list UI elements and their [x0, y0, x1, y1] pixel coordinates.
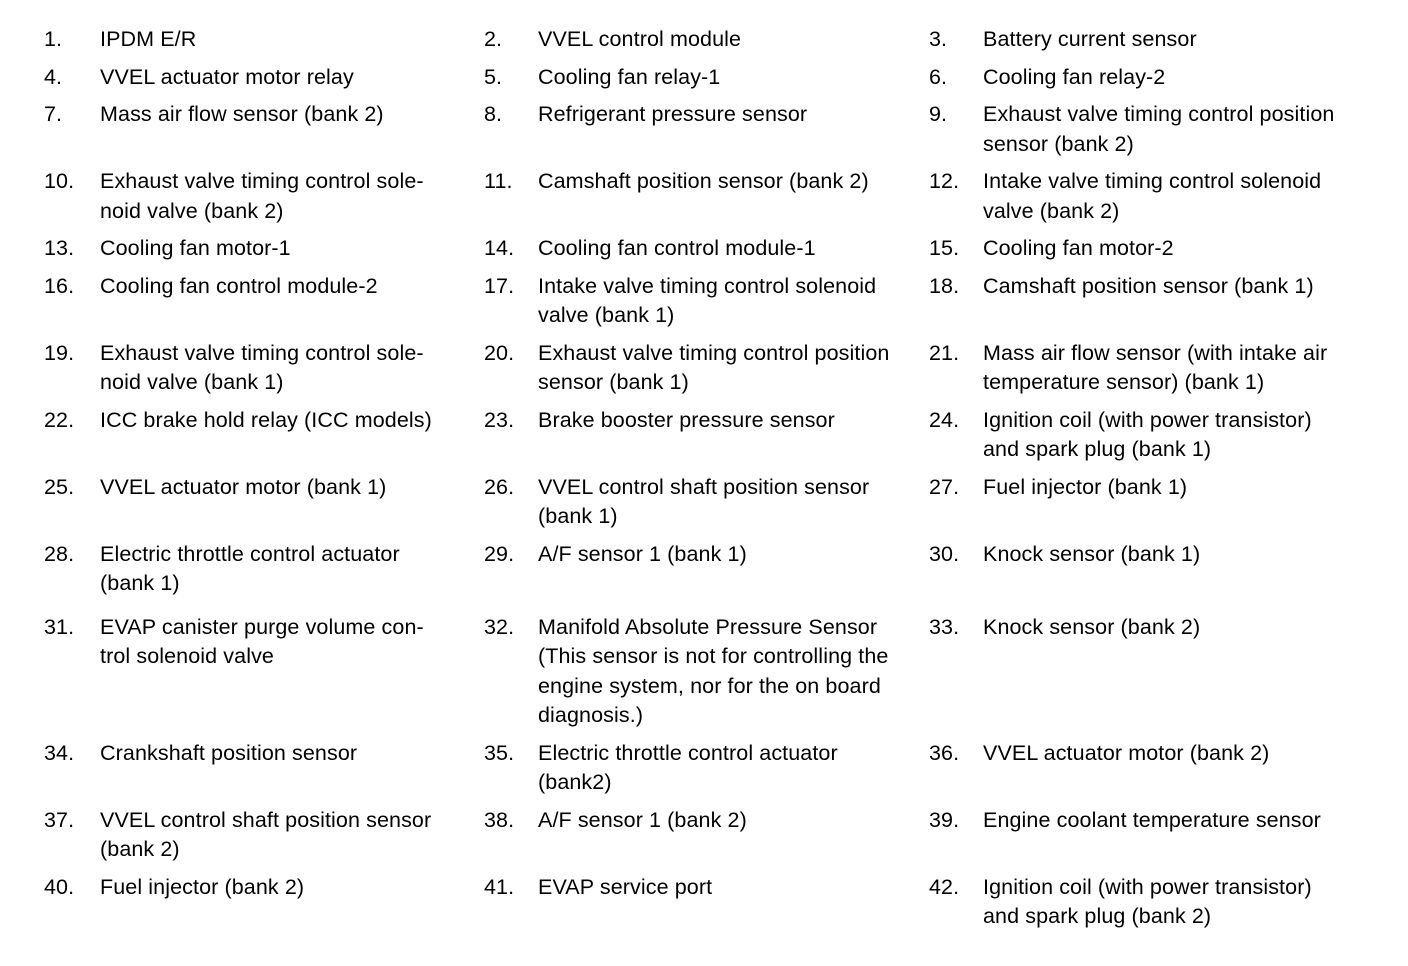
legend-item-label: Cooling fan control module-2 [100, 273, 378, 298]
legend-item-label: IPDM E/R [100, 27, 197, 51]
legend-row [44, 339, 1384, 398]
legend-item [44, 873, 484, 903]
legend-item-number: 28. [44, 541, 75, 566]
legend-row [44, 272, 1384, 331]
legend-item [929, 540, 1384, 570]
legend-item-label: Fuel injector (bank 1) [983, 474, 1188, 499]
legend-item [44, 167, 484, 226]
legend-item [929, 234, 1384, 264]
legend-item [44, 613, 484, 672]
legend-item-number: 4. [44, 64, 63, 89]
legend-item-number: 42. [929, 874, 960, 899]
legend-item [44, 100, 484, 130]
legend-item-number: 24. [929, 407, 960, 432]
legend-row [44, 873, 1384, 932]
legend-item [44, 739, 484, 769]
legend-item-number: 23. [484, 407, 515, 432]
legend-row [44, 100, 1384, 159]
legend-item-label: Cooling fan relay-1 [538, 64, 721, 89]
legend-item-number: 7. [44, 102, 63, 126]
legend-item-label: VVEL control module [538, 27, 742, 51]
legend-item-label: Knock sensor (bank 2) [983, 614, 1201, 639]
legend-item-number: 3. [929, 27, 948, 51]
legend-item-number: 39. [929, 807, 960, 832]
legend-item-label: Cooling fan control module-1 [538, 236, 816, 260]
legend-item-number: 2. [484, 27, 503, 51]
legend-item [929, 339, 1384, 398]
legend-item-number: 38. [484, 807, 515, 832]
legend-item-label: Intake valve timing control solenoid valve (bank 2) [983, 169, 1322, 223]
legend-item-label: Electric throttle control actuator (bank2) [538, 740, 838, 794]
legend-item-label: A/F sensor 1 (bank 2) [538, 807, 747, 832]
legend-item-number: 34. [44, 740, 75, 765]
legend-item-label: VVEL control shaft position sensor (bank 2) [100, 807, 432, 861]
legend-item-number: 15. [929, 236, 960, 260]
legend-item-label: EVAP canister purge volume con- trol solenoid valve [100, 614, 424, 668]
legend-item-label: ICC brake hold relay (ICC models) [100, 407, 432, 432]
legend-row [44, 806, 1384, 865]
legend-item [44, 806, 484, 865]
legend-item [929, 473, 1384, 503]
legend-item [929, 739, 1384, 769]
legend-row [44, 473, 1384, 532]
legend-item [484, 100, 929, 130]
legend-item-label: Exhaust valve timing control position sensor (bank 1) [538, 340, 890, 394]
legend-item [44, 234, 484, 264]
legend-item-label: VVEL actuator motor (bank 2) [983, 740, 1270, 765]
legend-item-label: Knock sensor (bank 1) [983, 541, 1201, 566]
legend-item-label: Fuel injector (bank 2) [100, 874, 305, 899]
legend-item-number: 33. [929, 614, 960, 639]
legend-item [44, 540, 484, 599]
legend-item-label: VVEL actuator motor (bank 1) [100, 474, 387, 499]
legend-item [484, 540, 929, 570]
legend-item-number: 6. [929, 64, 948, 89]
legend-item-number: 13. [44, 236, 75, 260]
legend-item-label: VVEL actuator motor relay [100, 64, 354, 89]
legend-item [484, 272, 929, 331]
legend-item-number: 37. [44, 807, 75, 832]
legend-item-number: 31. [44, 614, 75, 639]
legend-item-number: 26. [484, 474, 515, 499]
legend-item-label: Manifold Absolute Pressure Sensor (This sensor is not for controlling the engine system, nor for the on board diagnosis.) [538, 614, 889, 727]
legend-item [484, 25, 929, 55]
legend-item-number: 40. [44, 874, 75, 899]
legend-item-label: Cooling fan motor-2 [983, 236, 1174, 260]
legend-item-label: Mass air flow sensor (with intake air temperature sensor) (bank 1) [983, 340, 1328, 394]
legend-item-label: EVAP service port [538, 874, 713, 899]
legend-item-label: Intake valve timing control solenoid valve (bank 1) [538, 273, 877, 327]
legend-row [44, 406, 1384, 465]
legend-item [44, 63, 484, 93]
legend-item [929, 25, 1384, 55]
legend-item [484, 473, 929, 532]
legend-item [929, 806, 1384, 836]
legend-item [929, 100, 1384, 159]
legend-item-label: A/F sensor 1 (bank 1) [538, 541, 747, 566]
legend-item-label: Mass air flow sensor (bank 2) [100, 102, 384, 126]
legend-item-number: 32. [484, 614, 515, 639]
legend-item [44, 339, 484, 398]
legend-item [484, 63, 929, 93]
legend-item-label: Electric throttle control actuator (bank 1) [100, 541, 400, 595]
legend-item-number: 19. [44, 340, 75, 365]
legend-item-number: 41. [484, 874, 515, 899]
legend-item [44, 25, 484, 55]
legend-item-number: 17. [484, 273, 515, 298]
legend-item [484, 406, 929, 436]
legend-item-label: Brake booster pressure sensor [538, 407, 835, 432]
legend-item-number: 9. [929, 102, 948, 126]
legend-item-label: Battery current sensor [983, 27, 1197, 51]
legend-item-number: 20. [484, 340, 515, 365]
legend-item-number: 25. [44, 474, 75, 499]
legend-row [44, 234, 1384, 264]
legend-row [44, 167, 1384, 226]
legend-item [929, 406, 1384, 465]
legend-item-label: Refrigerant pressure sensor [538, 102, 808, 126]
legend-item-label: Exhaust valve timing control position sensor (bank 2) [983, 102, 1335, 156]
legend-item-label: Exhaust valve timing control sole- noid valve (bank 2) [100, 169, 424, 223]
legend-item-number: 12. [929, 169, 960, 193]
legend-item [44, 272, 484, 302]
legend-item-number: 18. [929, 273, 960, 298]
legend-row [44, 613, 1384, 731]
legend-item [929, 63, 1384, 93]
legend-item-label: Cooling fan motor-1 [100, 236, 291, 260]
legend-item-number: 27. [929, 474, 960, 499]
legend-item-label: Crankshaft position sensor [100, 740, 358, 765]
legend-item [44, 406, 484, 436]
legend-item-label: Engine coolant temperature sensor [983, 807, 1321, 832]
legend-row [44, 739, 1384, 798]
legend-row [44, 25, 1384, 55]
legend-row [44, 63, 1384, 93]
legend-item-number: 1. [44, 27, 63, 51]
legend-item-label: Exhaust valve timing control sole- noid valve (bank 1) [100, 340, 424, 394]
legend-item-number: 29. [484, 541, 515, 566]
legend-item-number: 10. [44, 169, 75, 193]
legend-item [929, 167, 1384, 226]
legend-item [484, 613, 929, 731]
legend-item-number: 35. [484, 740, 515, 765]
legend-item [929, 613, 1384, 643]
legend-item-number: 30. [929, 541, 960, 566]
legend-item [484, 339, 929, 398]
legend-item-number: 36. [929, 740, 960, 765]
legend-item-number: 22. [44, 407, 75, 432]
legend-item [484, 806, 929, 836]
legend-item-label: Camshaft position sensor (bank 1) [983, 273, 1314, 298]
legend-item-number: 11. [484, 169, 513, 193]
legend-item-label: Camshaft position sensor (bank 2) [538, 169, 869, 193]
component-legend [44, 25, 1384, 940]
legend-item-number: 16. [44, 273, 75, 298]
legend-item [484, 167, 929, 197]
legend-item-label: Ignition coil (with power transistor) and spark plug (bank 1) [983, 407, 1312, 461]
legend-item-number: 14. [484, 236, 515, 260]
legend-item-label: Cooling fan relay-2 [983, 64, 1166, 89]
legend-item-number: 8. [484, 102, 503, 126]
legend-item [484, 739, 929, 798]
legend-item [484, 873, 929, 903]
legend-item [929, 873, 1384, 932]
legend-item [484, 234, 929, 264]
legend-row [44, 540, 1384, 599]
legend-item-label: Ignition coil (with power transistor) and spark plug (bank 2) [983, 874, 1312, 928]
legend-item-number: 5. [484, 64, 503, 89]
legend-item [44, 473, 484, 503]
legend-item [929, 272, 1384, 302]
legend-item-label: VVEL control shaft position sensor (bank 1) [538, 474, 870, 528]
legend-item-number: 21. [929, 340, 960, 365]
